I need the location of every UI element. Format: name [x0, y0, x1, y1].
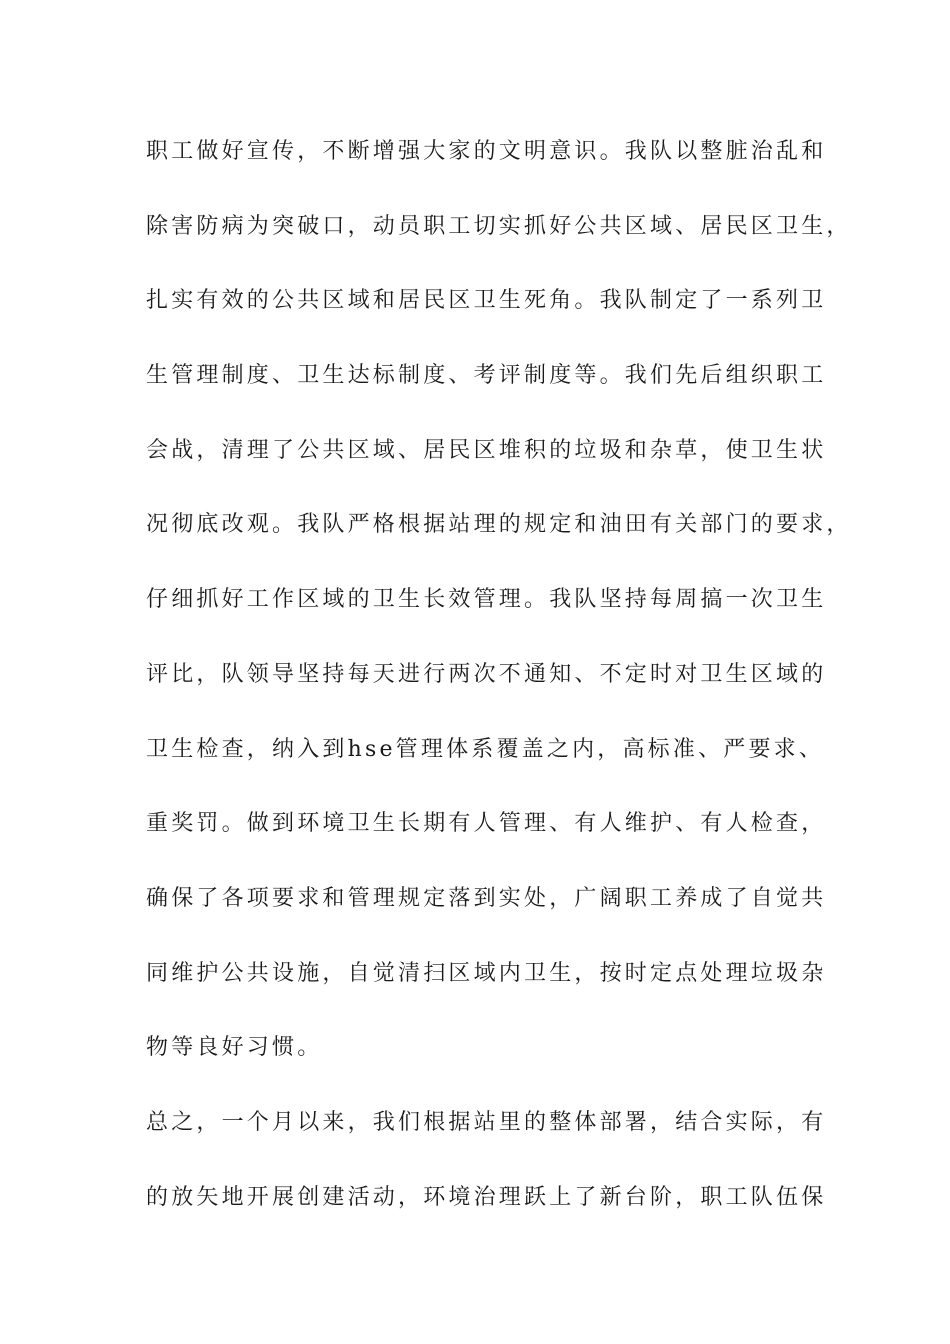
text-line-2: 除害防病为突破口，动员职工切实抓好公共区域、居民区卫生，	[146, 213, 852, 239]
text-line-15: 的放矢地开展创建活动，环境治理跃上了新台阶，职工队伍保	[146, 1184, 827, 1210]
text-line-14: 总之，一个月以来，我们根据站里的整体部署，结合实际，有	[146, 1109, 827, 1135]
text-line-6: 况彻底改观。我队严格根据站理的规定和油田有关部门的要求，	[146, 512, 852, 538]
text-line-12: 同维护公共设施，自觉清扫区域内卫生，按时定点处理垃圾杂	[146, 960, 827, 986]
text-line-8: 评比，队领导坚持每天进行两次不通知、不定时对卫生区域的	[146, 661, 827, 687]
text-line-3: 扎实有效的公共区域和居民区卫生死角。我队制定了一系列卫	[146, 288, 827, 314]
text-line-7: 仔细抓好工作区域的卫生长效管理。我队坚持每周搞一次卫生	[146, 587, 827, 613]
text-line-5: 会战，清理了公共区域、居民区堆积的垃圾和杂草，使卫生状	[146, 437, 827, 463]
text-line-4: 生管理制度、卫生达标制度、考评制度等。我们先后组织职工	[146, 363, 827, 389]
text-line-9: 卫生检查，纳入到hse管理体系覆盖之内，高标准、严要求、	[146, 736, 825, 762]
text-line-13: 物等良好习惯。	[146, 1035, 323, 1061]
body-text	[146, 132, 852, 1252]
text-line-1: 职工做好宣传，不断增强大家的文明意识。我队以整脏治乱和	[146, 139, 827, 164]
text-line-11: 确保了各项要求和管理规定落到实处，广阔职工养成了自觉共	[146, 885, 827, 911]
text-line-10: 重奖罚。做到环境卫生长期有人管理、有人维护、有人检查，	[146, 811, 827, 837]
